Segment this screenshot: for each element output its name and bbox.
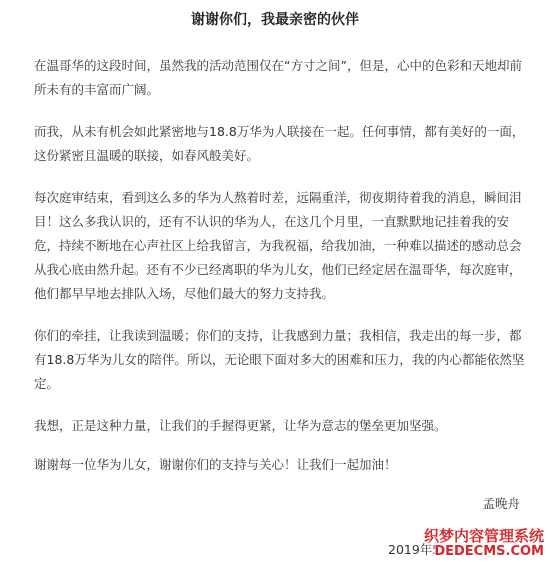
letter-title: 谢谢你们，我最亲密的伙伴 bbox=[191, 12, 359, 28]
paragraph-2: 而我，从未有机会如此紧密地与18.8万华为人联接在一起。任何事情，都有美好的一面，这份紧密且温暖的联接，如春风般美好。 bbox=[34, 124, 525, 163]
paragraph-4: 你们的牵挂，让我读到温暖；你们的支持，让我感到力量；我相信，我走出的每一步，都有18.8万华为儿女的陪伴。所以，无论眼下面对多大的困难和压力，我的内心都能依然坚定。 bbox=[34, 328, 525, 391]
date: 2019年5 bbox=[388, 542, 441, 557]
paragraph-1: 在温哥华的这段时间，虽然我的活动范围仅在“方寸之间”，但是，心中的色彩和天地却前所未有的丰富而广阔。 bbox=[34, 58, 522, 97]
signature: 孟晚舟 bbox=[482, 496, 520, 511]
paragraph-5: 我想，正是这种力量，让我们的手握得更紧，让华为意志的堡垒更加坚强。 bbox=[34, 418, 447, 433]
watermark-line-1: 织梦内容管理系统 bbox=[423, 527, 544, 545]
paragraph-3: 每次庭审结束，看到这么多的华为人熬着时差，远隔重洋，彻夜期待着我的消息，瞬间泪目！这么多我认识的，还有不认识的华为人，在这几个月里，一直默默地记挂着我的安危，持续不断地在心声社区上给我留言，为我祝福，给我加油，一种难以描述的感动总会从我心底由然升起。还有不少已经离职的华为儿女，他们已经定居在温哥华，每次庭审，他们都早早地去排队入场，尽他们最大的努力支持我。 bbox=[34, 190, 522, 301]
watermark-line-2: DEDECMS.COM bbox=[434, 544, 544, 559]
paragraph-6: 谢谢每一位华为儿女，谢谢你们的支持与关心！让我们一起加油！ bbox=[34, 457, 397, 472]
watermark bbox=[386, 528, 544, 560]
